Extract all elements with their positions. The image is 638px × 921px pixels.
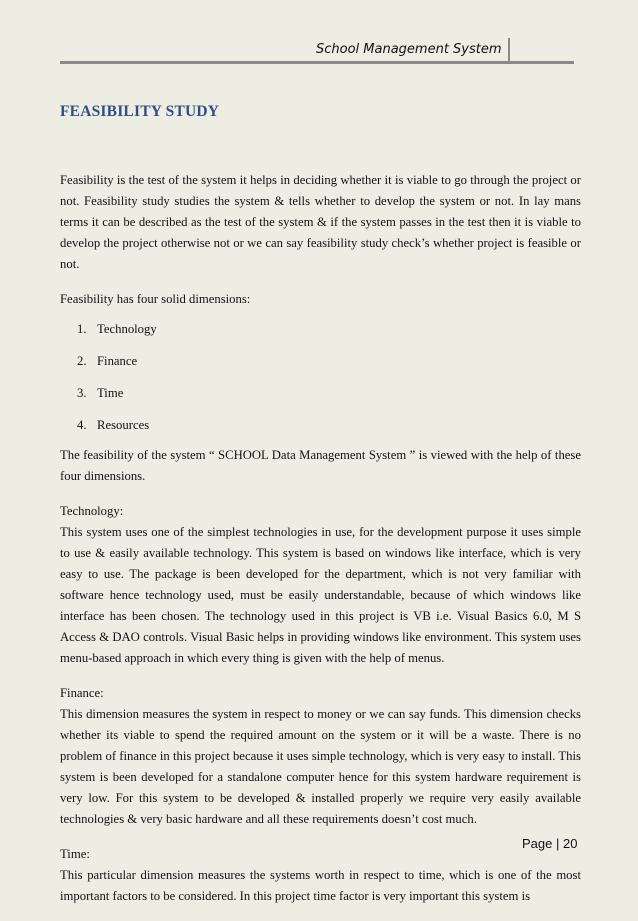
header-vertical-divider [508, 38, 510, 62]
list-item-number: 1. [77, 322, 87, 336]
list-item [77, 319, 581, 340]
dimensions-intro: Feasibility has four solid dimensions: [60, 292, 251, 306]
section-time [60, 844, 581, 907]
header-rule [60, 61, 574, 64]
page-title: FEASIBILITY STUDY [60, 103, 220, 120]
section-body: This dimension measures the system in respect to money or we can say funds. This dimension checks whether its viable to spend the required amount on the system or it will be a waste. There is no problem of finance in this project because it uses simple technology, which is very easy to install. This system is been developed for a standalone computer hence for this system hardware requirement is very low. For this system to be developed & installed properly we require very easily available technologies & very basic hardware and all these requirements doesn’t cost much. [60, 707, 581, 826]
dimensions-list [60, 319, 581, 436]
section-heading: Finance: [60, 686, 104, 700]
intro-paragraph: Feasibility is the test of the system it helps in deciding whether it is viable to go through the project or not. Feasibility study studies the system & tells whether to develop the system or not. In lay mans terms it can be described as the test of the system & if the system passes in the test then it is viable to develop the project otherwise not or we can say feasibility study check’s whether project is feasible or not. [60, 173, 581, 271]
summary-paragraph: The feasibility of the system “ SCHOOL Data Management System ” is viewed with the help of these four dimensions. [60, 448, 581, 483]
list-item [77, 415, 581, 436]
list-item-number: 2. [77, 354, 87, 368]
section-body: This particular dimension measures the systems worth in respect to time, which is one of the most important factors to be considered. In this project time factor is very important this system is [60, 868, 581, 903]
list-item-number: 3. [77, 386, 87, 400]
list-item-label: Time [97, 386, 124, 400]
list-item-number: 4. [77, 418, 87, 432]
page-number: Page | 20 [522, 836, 578, 851]
list-item [77, 351, 581, 372]
list-item-label: Technology [97, 322, 157, 336]
list-item-label: Finance [97, 354, 138, 368]
list-item [77, 383, 581, 404]
list-item-label: Resources [97, 418, 150, 432]
section-heading: Time: [60, 847, 90, 861]
section-heading: Technology: [60, 504, 124, 518]
document-body [60, 170, 581, 921]
running-header-title: School Management System [316, 42, 502, 57]
section-technology [60, 501, 581, 669]
section-body: This system uses one of the simplest technologies in use, for the development purpose it uses simple to use & easily available technology. This system is based on windows like interface, which is very easy to use. The package is been developed for the department, which is not very familiar with software hence technology used, must be easily understandable, because of which windows like interface has been chosen. The technology used in this project is VB i.e. Visual Basics 6.0, M S Access & DAO controls. Visual Basic helps in providing windows like environment. This system uses menu-based approach in which every thing is given with the help of menus. [60, 525, 581, 665]
section-finance [60, 683, 581, 830]
